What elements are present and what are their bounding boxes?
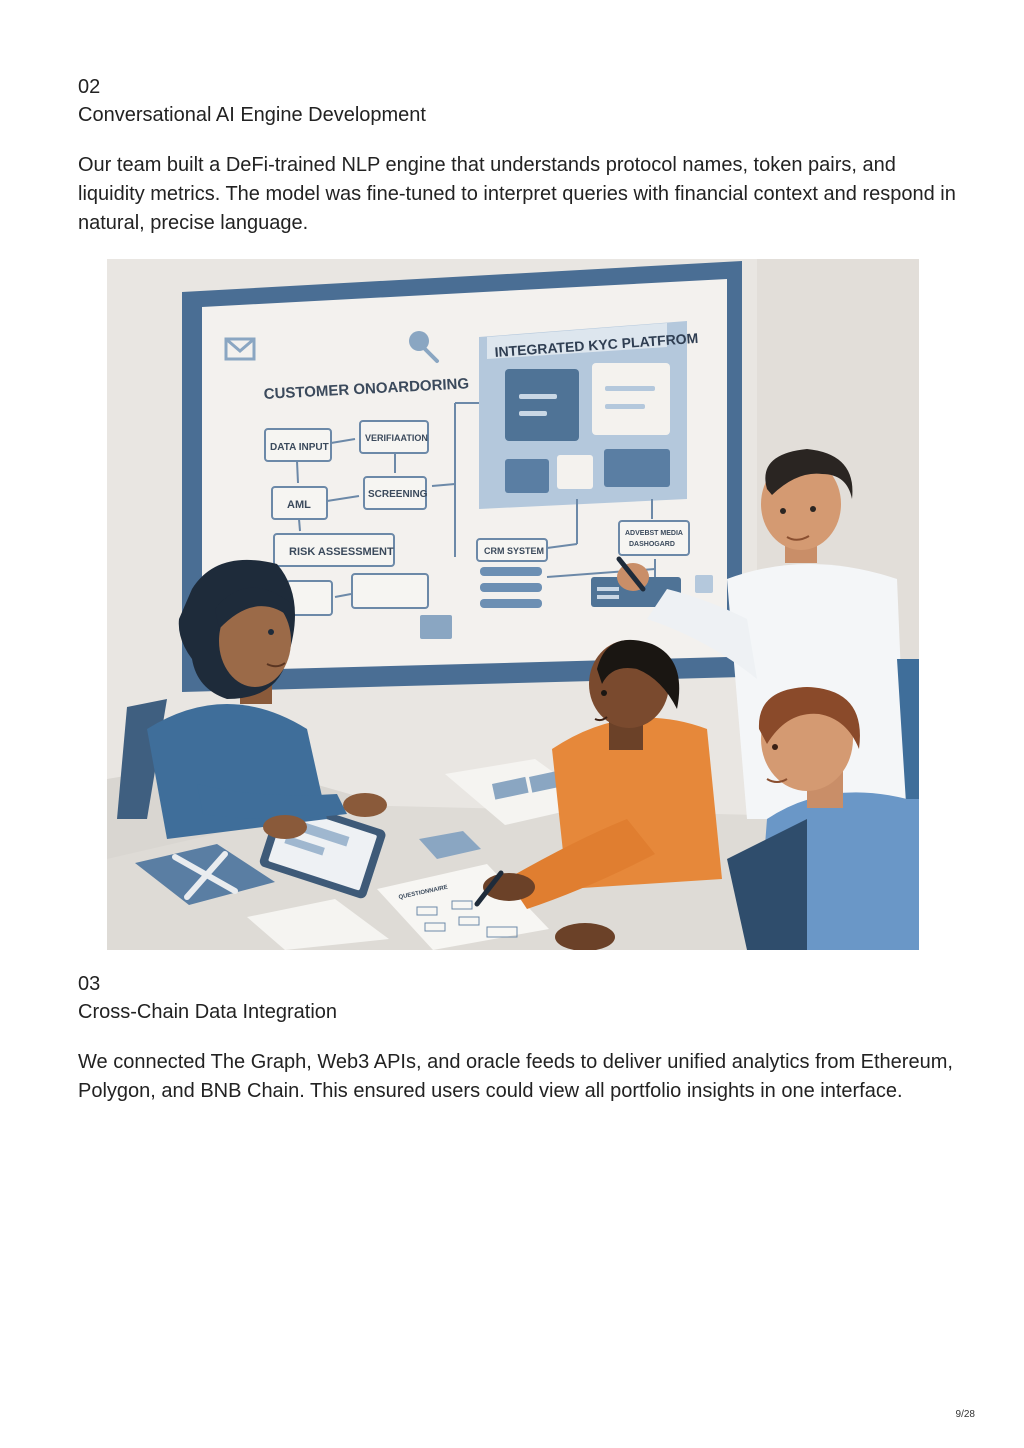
svg-text:ADVEBST MEDIA: ADVEBST MEDIA [625, 530, 683, 537]
flow-box-crm [477, 539, 547, 561]
flow-box-aml [272, 487, 327, 519]
flow-box-adverse-media [619, 521, 689, 555]
section-02-body: Our team built a DeFi-trained NLP engine that understands protocol names, token pairs, and liquidity metrics. The model was fine-tuned to interpret queries with financial context and respond in natural, precise language. [78, 154, 956, 234]
team-meeting-illustration [107, 259, 919, 950]
svg-text:AML: AML [287, 499, 311, 511]
flow-box-risk-assessment [274, 534, 394, 566]
svg-text:DASHOGARD: DASHOGARD [629, 541, 675, 548]
svg-text:QUESTIONNAIRE: QUESTIONNAIRE [398, 884, 449, 901]
kyc-platform-panel [479, 321, 699, 509]
section-03-body: We connected The Graph, Web3 APIs, and oracle feeds to deliver unified analytics from Ethereum, Polygon, and BNB Chain. This ensured users could view all portfolio insights in one interface. [78, 1051, 953, 1102]
flow-box-data-input [265, 429, 331, 461]
svg-text:RISK ASSESSMENT: RISK ASSESSMENT [289, 546, 394, 558]
section-03-title: Cross-Chain Data Integration [78, 1001, 338, 1023]
section-03-number: 03 [78, 973, 101, 995]
board-left-title: CUSTOMER ONOARDORING [263, 375, 470, 403]
svg-text:CRM SYSTEM: CRM SYSTEM [484, 546, 545, 556]
svg-text:SCREENING: SCREENING [368, 489, 428, 500]
section-02-title: Conversational AI Engine Development [78, 104, 426, 126]
flow-box-screening [364, 477, 428, 509]
svg-text:VERIFIAATION: VERIFIAATION [365, 433, 428, 443]
svg-text:DATA INPUT: DATA INPUT [270, 442, 329, 453]
flow-box-verification [360, 421, 428, 453]
page-number: 9/28 [955, 1409, 975, 1420]
svg-text:INTEGRATED KYC PLATFROM: INTEGRATED KYC PLATFROM [494, 329, 699, 360]
section-02-number: 02 [78, 76, 101, 98]
